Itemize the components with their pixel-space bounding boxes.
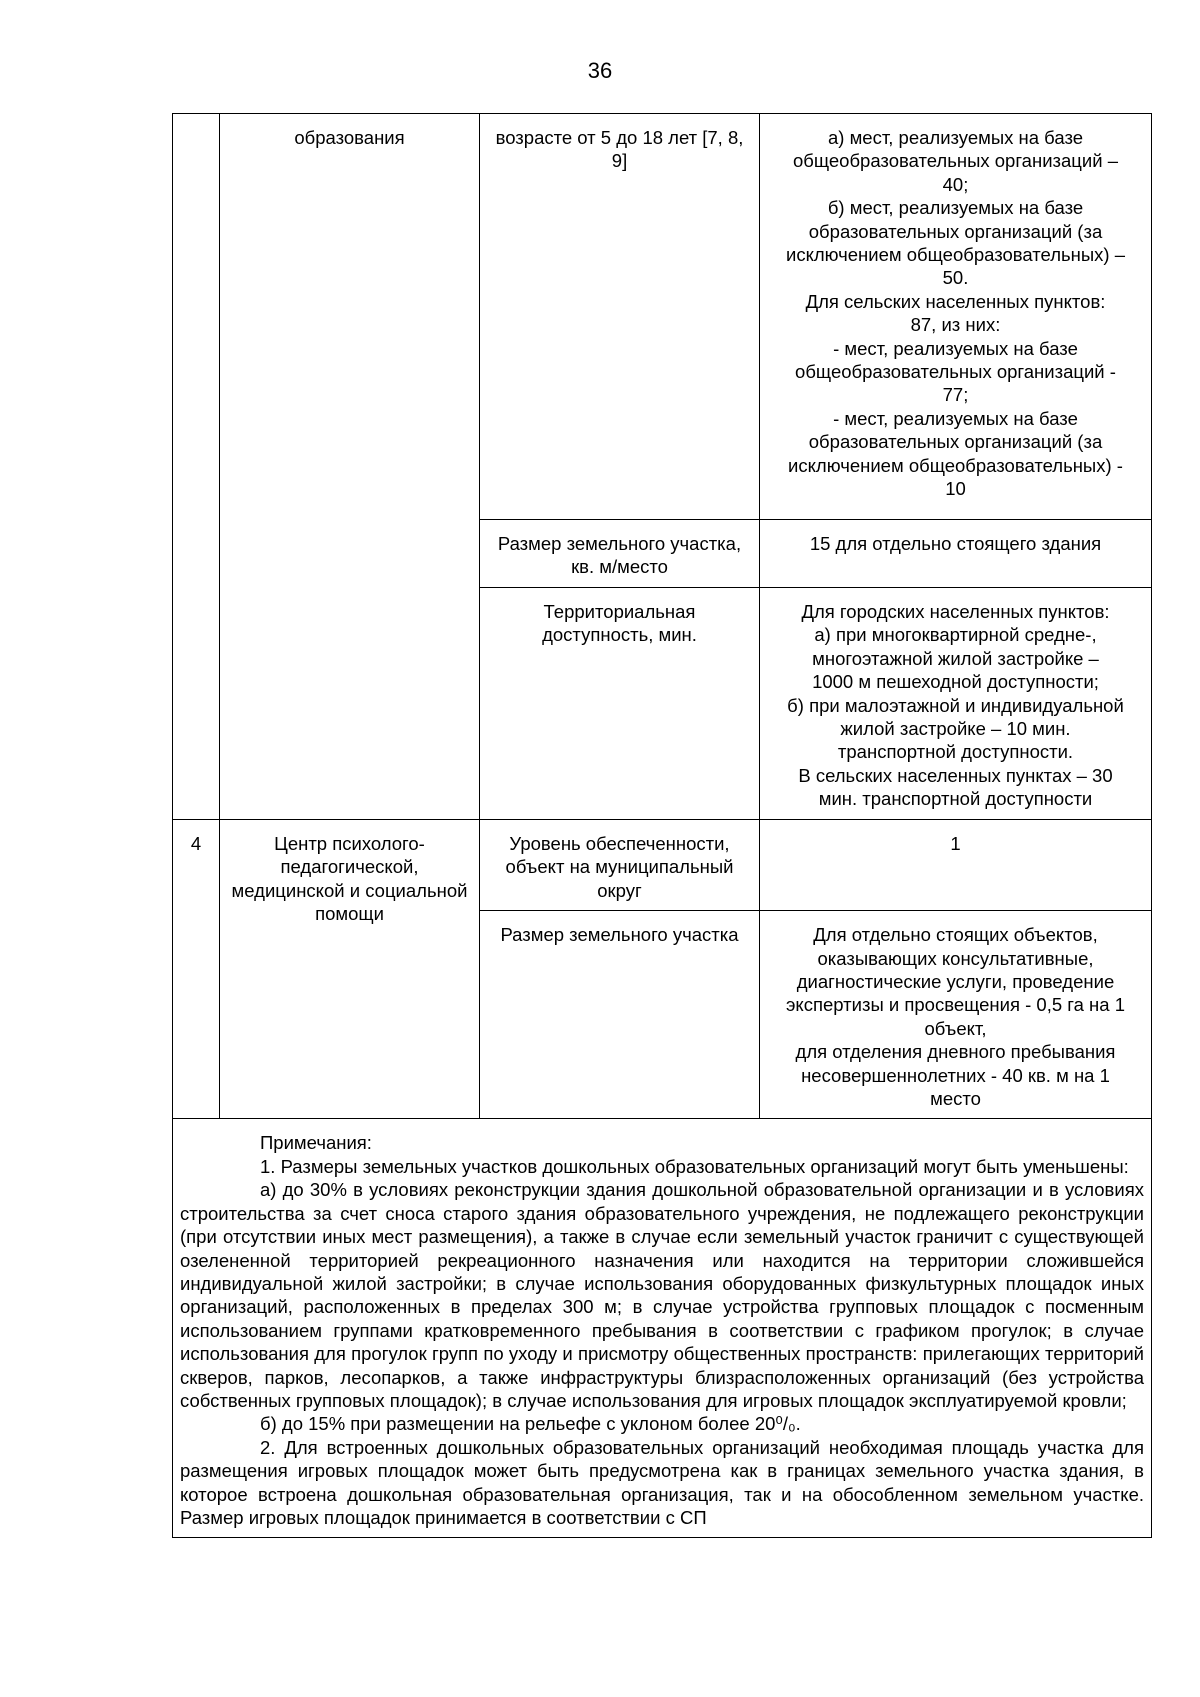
table-row bbox=[173, 820, 1152, 911]
value-line: общеобразовательных организаций – bbox=[792, 150, 1118, 172]
value-line: В сельских населенных пунктах – 30 bbox=[798, 764, 1113, 786]
value-line: образовательных организаций (за bbox=[808, 431, 1103, 453]
notes-paragraph: 1. Размеры земельных участков дошкольных образовательных организаций могут быть уменьшены: bbox=[260, 1155, 1129, 1177]
value-line: б) при малоэтажной и индивидуальной bbox=[787, 694, 1124, 716]
indicator-name: Территориальная доступность, мин. bbox=[542, 601, 697, 646]
value-line: Для сельских населенных пунктов: bbox=[805, 290, 1106, 312]
page-number: 36 bbox=[587, 58, 613, 83]
indicator-value-cell bbox=[760, 820, 1152, 911]
facility-name: Центр психолого-педагогической, медицинской и социальной помощи bbox=[231, 833, 468, 925]
indicator-name: Размер земельного участка bbox=[500, 924, 739, 946]
notes-heading: Примечания: bbox=[260, 1132, 372, 1154]
indicator-name: Размер земельного участка, кв. м/место bbox=[497, 533, 742, 578]
row-number-cell bbox=[173, 114, 220, 820]
indicator-name-cell bbox=[480, 911, 760, 1119]
notes-cell bbox=[173, 1119, 1152, 1538]
facility-name-cell bbox=[220, 820, 480, 1119]
indicator-name: возрасте от 5 до 18 лет [7, 8, 9] bbox=[495, 127, 744, 172]
value-line: а) мест, реализуемых на базе bbox=[827, 127, 1084, 148]
row-number: 4 bbox=[190, 833, 202, 854]
value-line: общеобразовательных организаций - bbox=[795, 361, 1116, 383]
value-line: а) при многоквартирной средне-, bbox=[814, 624, 1097, 646]
notes-paragraph: а) до 30% в условиях реконструкции здания дошкольной образовательной организации и в условиях строительства за счет сноса старого здания образовательного учреждения, не подлежащего реконструкции (при отсутствии иных мест размещения), а также в случае если земельный участок граничит с существующей озелененной территорией рекреационного назначения или находится на территории сложившейся индивидуальной жилой застройки; в случае использования оборудованных физкультурных площадок иных организаций, расположенных в пределах 300 м; в случае устройства групповых площадок с посменным использованием группами кратковременного пребывания в соответствии с графиком прогулок; в случае использования для прогулок групп по уходу и присмотру общественных пространств: прилегающих территорий скверов, парков, лесопарков, а также инфраструктуры близрасположенных организаций (без устройства собственных групповых площадок); в случае использования для игровых площадок эксплуатируемой кровли; bbox=[180, 1179, 1144, 1411]
value-line: жилой застройке – 10 мин. bbox=[840, 718, 1071, 740]
indicator-name: Уровень обеспеченности, объект на муниципальный округ bbox=[505, 833, 734, 901]
indicator-name-cell bbox=[480, 820, 760, 911]
value-line: объект, bbox=[924, 1017, 987, 1039]
value-line: 50. bbox=[942, 267, 969, 289]
indicator-name-cell bbox=[480, 588, 760, 820]
value-line: 10 bbox=[945, 478, 966, 500]
value-line: диагностические услуги, проведение bbox=[796, 971, 1115, 993]
value-line: 40; bbox=[942, 173, 969, 195]
indicator-value-cell bbox=[760, 114, 1152, 520]
notes-row bbox=[173, 1119, 1152, 1538]
value-line: транспортной доступности. bbox=[837, 741, 1074, 763]
value-line: Для отдельно стоящих объектов, bbox=[813, 924, 1098, 946]
notes-paragraph: б) до 15% при размещении на рельефе с уклоном более 20⁰/₀. bbox=[260, 1413, 801, 1435]
value-line: 77; bbox=[942, 384, 969, 406]
notes-paragraph: 2. Для встроенных дошкольных образовательных организаций необходимая площадь участка для размещения игровых площадок может быть предусмотрена как в границах земельного участка здания, в которое встроена дошкольная образовательная организация, так и на обособленном земельном участке. Размер игровых площадок принимается в соответствии с СП bbox=[180, 1436, 1144, 1528]
indicator-name-cell bbox=[480, 114, 760, 520]
value-line: образовательных организаций (за bbox=[808, 220, 1103, 242]
table-row bbox=[173, 114, 1152, 520]
value-line: исключением общеобразовательных) – bbox=[785, 244, 1125, 266]
standards-table bbox=[172, 113, 1152, 1538]
value-line: мин. транспортной доступности bbox=[818, 788, 1093, 810]
value-line: многоэтажной жилой застройке – bbox=[812, 647, 1099, 669]
value-line: место bbox=[930, 1088, 981, 1110]
indicator-value-cell bbox=[760, 520, 1152, 588]
indicator-value-cell bbox=[760, 588, 1152, 820]
value-line: 1 bbox=[950, 833, 961, 854]
value-line: исключением общеобразовательных) - bbox=[788, 454, 1123, 476]
value-line: б) мест, реализуемых на базе bbox=[827, 197, 1084, 219]
value-line: 1000 м пешеходной доступности; bbox=[812, 671, 1099, 693]
indicator-name-cell bbox=[480, 520, 760, 588]
facility-name-cell bbox=[220, 114, 480, 820]
row-number-cell bbox=[173, 820, 220, 1119]
value-line: - мест, реализуемых на базе bbox=[833, 407, 1078, 429]
value-line: - мест, реализуемых на базе bbox=[833, 337, 1078, 359]
value-line: оказывающих консультативные, bbox=[817, 947, 1094, 969]
indicator-value-cell bbox=[760, 911, 1152, 1119]
value-line: Для городских населенных пунктов: bbox=[801, 601, 1110, 622]
value-line: 15 для отдельно стоящего здания bbox=[809, 533, 1102, 554]
value-line: несовершеннолетних - 40 кв. м на 1 bbox=[801, 1064, 1110, 1086]
value-line: для отделения дневного пребывания bbox=[795, 1041, 1116, 1063]
value-line: экспертизы и просвещения - 0,5 га на 1 bbox=[785, 994, 1125, 1016]
value-line: 87, из них: bbox=[910, 314, 1001, 336]
facility-name: образования bbox=[294, 127, 405, 148]
